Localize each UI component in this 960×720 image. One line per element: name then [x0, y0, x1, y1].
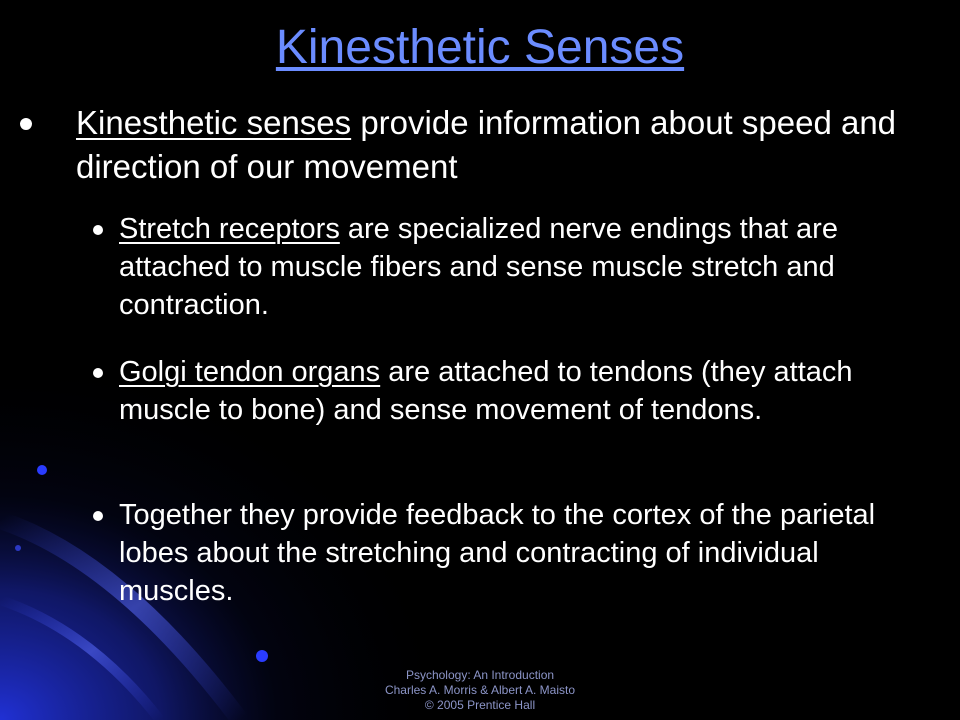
bullet-dot-icon — [20, 118, 32, 130]
sub-bullet-text: Together they provide feedback to the cortex of the parietal lobes about the stretching and contracting of individual muscles. — [119, 499, 876, 607]
term-kinesthetic-senses: Kinesthetic senses — [76, 104, 352, 141]
sub-bullet-text: are specialized nerve endings that are attached to muscle fibers and sense muscle stretch and contraction. — [119, 213, 838, 321]
footer-line-authors: Charles A. Morris & Albert A. Maisto — [384, 683, 576, 697]
term-golgi-tendon-organs: Golgi tendon organs — [119, 356, 381, 388]
sub-bullet-golgi-tendon-organs — [119, 353, 919, 429]
main-bullet — [76, 101, 936, 189]
sub-bullet-text: are attached to tendons (they attach muscle to bone) and sense movement of tendons. — [119, 356, 853, 426]
main-bullet-text: provide information about speed and direction of our movement — [76, 104, 897, 185]
sub-bullet-together — [119, 496, 919, 610]
footer-credits — [0, 668, 960, 713]
footer-line-copyright: © 2005 Prentice Hall — [424, 698, 536, 712]
bullet-dot-icon — [93, 511, 103, 521]
sub-bullet-stretch-receptors — [119, 210, 919, 324]
footer-line-book: Psychology: An Introduction — [405, 668, 555, 682]
slide-title: Kinesthetic Senses — [275, 21, 685, 74]
bullet-dot-icon — [93, 368, 103, 378]
term-stretch-receptors: Stretch receptors — [119, 213, 340, 245]
bullet-dot-icon — [93, 225, 103, 235]
